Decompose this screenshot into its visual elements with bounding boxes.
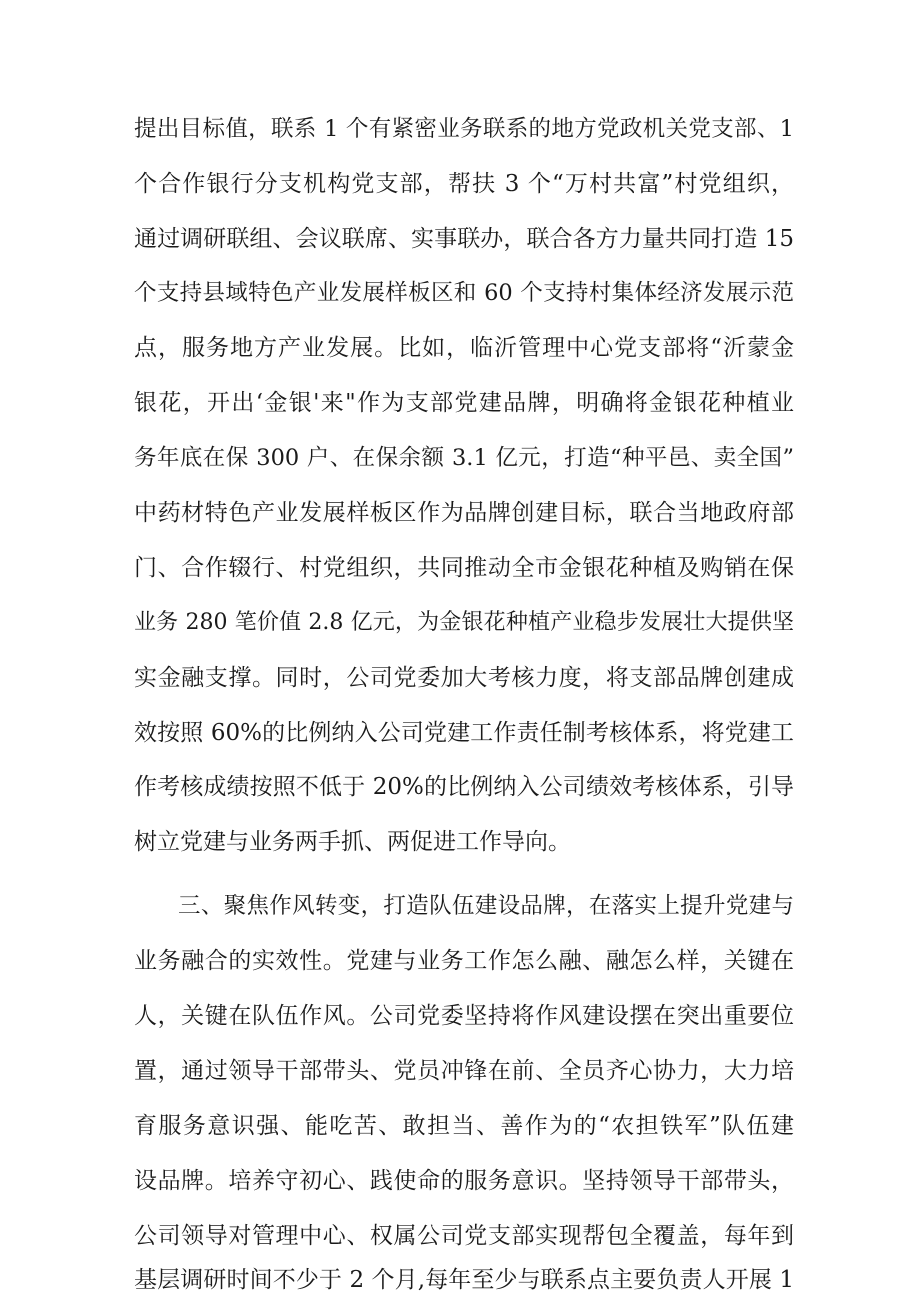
text-line: 育服务意识强、能吃苦、敢担当、善作为的“农担铁军”队伍建 <box>134 1113 794 1139</box>
text-line: 基层调研时间不少于 2 个月,每年至少与联系点主要负责人开展 1 <box>134 1267 794 1293</box>
text-line: 树立党建与业务两手抓、两促进工作导向。 <box>134 829 571 855</box>
text-line: 实金融支撑。同时，公司党委加大考核力度，将支部品牌创建成 <box>134 665 794 691</box>
text-line: 个支持县域特色产业发展样板区和 60 个支持村集体经济发展示范 <box>134 280 794 306</box>
text-line: 设品牌。培养守初心、践使命的服务意识。坚持领导干部带头， <box>134 1168 794 1194</box>
text-line: 业务 280 笔价值 2.8 亿元，为金银花种植产业稳步发展壮大提供坚 <box>134 610 794 635</box>
text-line: 银花，开出‘金银'来"作为支部党建品牌，明确将金银花种植业 <box>134 390 794 416</box>
text-line: 公司领导对管理中心、权属公司党支部实现帮包全覆盖，每年到 <box>134 1223 794 1249</box>
text-line: 作考核成绩按照不低于 20%的比例纳入公司绩效考核体系，引导 <box>134 774 794 800</box>
text-line: 务年底在保 300 户、在保余额 3.1 亿元，打造“种平邑、卖全国” <box>134 445 794 471</box>
text-line: 门、合作辍行、村党组织，共同推动全市金银花种植及购销在保 <box>134 555 794 581</box>
text-line: 人，关键在队伍作风。公司党委坚持将作风建设摆在突出重要位 <box>134 1003 794 1029</box>
text-line: 个合作银行分支机构党支部，帮扶 3 个“万村共富”村党组织， <box>134 171 794 197</box>
text-line: 通过调研联组、会议联席、实事联办，联合各方力量共同打造 15 <box>134 226 794 252</box>
text-line: 提出目标值，联系 1 个有紧密业务联系的地方党政机关党支部、1 <box>134 116 794 142</box>
text-line: 置，通过领导干部带头、党员冲锋在前、全员齐心协力，大力培 <box>134 1058 794 1084</box>
text-line: 效按照 60%的比例纳入公司党建工作责任制考核体系，将党建工 <box>134 720 794 746</box>
text-line: 业务融合的实效性。党建与业务工作怎么融、融怎么样，关键在 <box>134 948 794 974</box>
section-heading-line: 三、聚焦作风转变，打造队伍建设品牌，在落实上提升党建与 <box>178 893 794 919</box>
text-line: 中药材特色产业发展样板区作为品牌创建目标，联合当地政府部 <box>134 500 794 526</box>
text-line: 点，服务地方产业发展。比如，临沂管理中心党支部将“沂蒙金 <box>134 335 794 361</box>
